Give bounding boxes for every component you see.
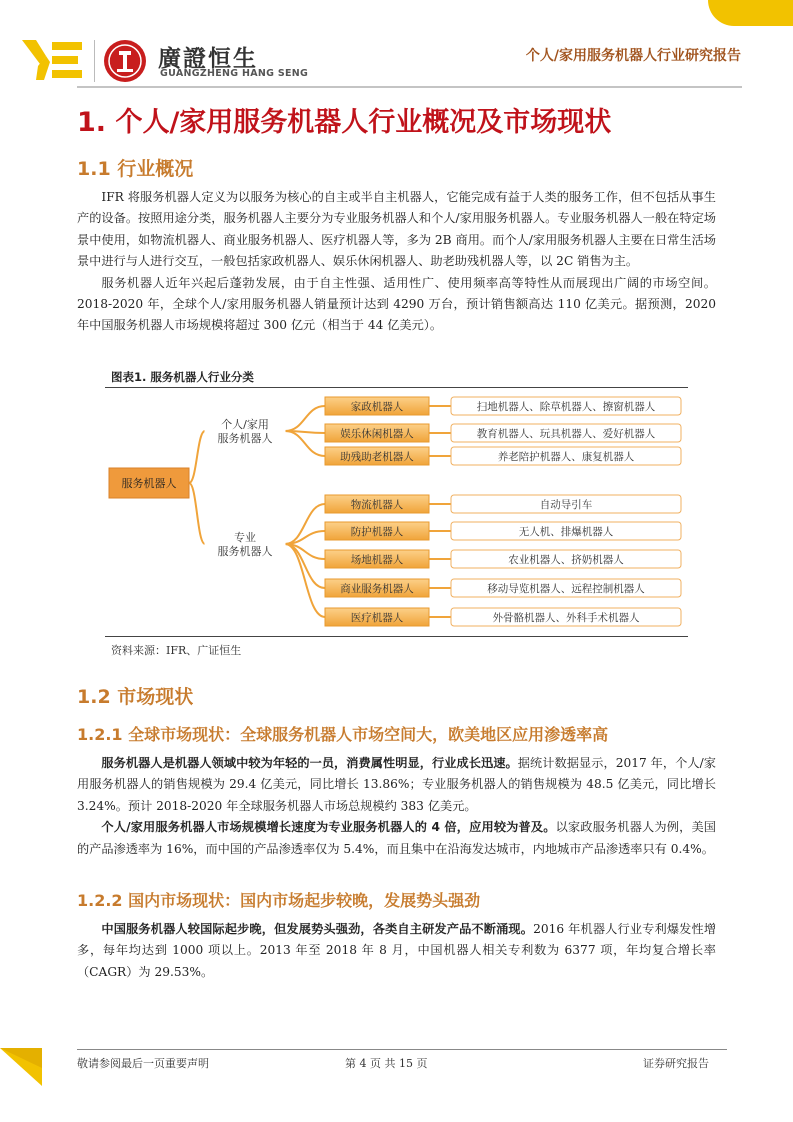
key-sentence: 中国服务机器人较国际起步晚，但发展势头强劲，各类自主研发产品不断涌现。 (101, 922, 534, 936)
key-sentence: 服务机器人是机器人领域中较为年轻的一员，消费属性明显，行业成长迅速。 (101, 756, 518, 770)
category-node-label: 防护机器人 (350, 525, 404, 538)
root-node-label: 服务机器人 (121, 477, 177, 490)
paragraph (77, 753, 716, 817)
category-node-label: 娱乐休闲机器人 (340, 427, 414, 440)
example-node-label: 自动导引车 (539, 498, 593, 511)
category-node-label: 助残助老机器人 (340, 450, 414, 463)
figure-label: 图表1. 服务机器人行业分类 (111, 370, 254, 384)
section-1-2-2-heading: 1.2.2 国内市场现状：国内市场起步较晚，发展势头强劲 (77, 891, 481, 910)
paragraph-text: 以家政服务机器人为例，美国的产品渗透率为 16%，而中国的产品渗透率仅为 5.4%，而且集中在沿海发达城市，内地城市产品渗透率只有 0.4%。 (77, 820, 716, 856)
page-number: 第 4 页 共 15 页 (345, 1057, 428, 1070)
example-node-label: 移动导览机器人、远程控制机器人 (487, 582, 645, 595)
example-node-label: 外骨骼机器人、外科手术机器人 (492, 611, 640, 624)
footer-disclaimer: 敬请参阅最后一页重要声明 (77, 1057, 209, 1070)
example-node-label: 农业机器人、挤奶机器人 (508, 553, 624, 566)
brand-name-en: GUANGZHENG HANG SENG (160, 68, 309, 79)
section-1-2-1-heading: 1.2.1 全球市场现状：全球服务机器人市场空间大，欧美地区应用渗透率高 (77, 725, 609, 744)
brand-name-cn: 廣證恒生 (158, 46, 258, 72)
section-1-2-1-body (77, 753, 716, 860)
connector-root-group (189, 431, 205, 483)
category-node-label: 场地机器人 (350, 553, 404, 566)
section-1-1-body (77, 187, 716, 337)
classification-diagram (105, 388, 688, 636)
section-1-2-heading: 1.2 市场现状 (77, 686, 194, 708)
paragraph: IFR 将服务机器人定义为以服务为核心的自主或半自主机器人，它能完成有益于人类的服务工作，但不包括从事生产的设备。按照用途分类，服务机器人主要分为专业服务机器人和个人/家用服务机器人。专业服务机器人一般在特定场景中使用，如物流机器人、商业服务机器人、医疗机器人等，多为 2B 商用。而个人/家用服务机器人主要在日常生活场景中进行与人进行交互，一般包括家政机器人、娱乐休闲机器人、助老助残机器人等，以 2C 销售为主。 (77, 190, 716, 269)
logo-separator (94, 40, 95, 82)
paragraph (77, 817, 716, 860)
footer-corner-decoration (0, 1048, 42, 1086)
connector-group-leaf (285, 406, 325, 431)
footer-divider (77, 1049, 727, 1050)
example-node-label: 教育机器人、玩具机器人、爱好机器人 (476, 427, 656, 440)
footer-report-type: 证券研究报告 (643, 1057, 709, 1070)
category-node-label: 物流机器人 (350, 498, 404, 511)
figure-bottom-rule (105, 636, 688, 637)
category-node-label: 医疗机器人 (350, 611, 404, 624)
section-1-2-2-body (77, 919, 716, 983)
guangzheng-seal-icon (104, 40, 146, 82)
ye-logo-icon (22, 40, 84, 80)
paragraph (77, 919, 716, 983)
group-node-label: 个人/家用服务机器人 (217, 417, 273, 446)
category-node-label: 家政机器人 (350, 400, 404, 413)
report-title: 个人/家用服务机器人行业研究报告 (525, 48, 741, 64)
paragraph-text: 2016 年机器人行业专利爆发性增多，每年均达到 1000 项以上。2013 年至 2018 年 8 月，中国机器人相关专利数为 6377 项，年均复合增长率（CAGR）为 29.53%。 (77, 922, 717, 979)
section-1-heading: 1. 个人/家用服务机器人行业概况及市场现状 (77, 107, 612, 138)
key-sentence: 个人/家用服务机器人市场规模增长速度为专业服务机器人的 4 倍，应用较为普及。 (101, 820, 556, 835)
paragraph-text: 据统计数据显示，2017 年，个人/家用服务机器人的销售规模为 29.4 亿美元，同比增长 13.86%；专业服务机器人的销售规模为 48.5 亿美元，同比增长 3.24%。预计 2018-2020 年全球服务机器人市场总规模约 383 亿美元。 (77, 756, 716, 813)
connector-group-leaf (285, 544, 325, 617)
header-divider (77, 86, 742, 88)
example-node-label: 养老陪护机器人、康复机器人 (497, 450, 635, 463)
connector-root-group (189, 483, 205, 544)
example-node-label: 无人机、排爆机器人 (518, 525, 614, 538)
category-node-label: 商业服务机器人 (340, 582, 414, 595)
example-node-label: 扫地机器人、除草机器人、擦窗机器人 (476, 400, 656, 413)
paragraph: 服务机器人近年兴起后蓬勃发展，由于自主性强、适用性广、使用频率高等特性从而展现出广阔的市场空间。2018-2020 年，全球个人/家用服务机器人销量预计达到 4290 万台，预计销售额高达 110 亿美元。据预测，2020 年中国服务机器人市场规模将超过 300 亿元（相当于 44 亿美元）。 (77, 275, 716, 333)
section-1-1-heading: 1.1 行业概况 (77, 158, 194, 180)
figure-source: 资料来源：IFR、广证恒生 (111, 644, 242, 657)
connector-group-leaf (285, 431, 325, 456)
header-corner-decoration (708, 0, 793, 26)
group-node-label: 专业服务机器人 (217, 530, 273, 559)
